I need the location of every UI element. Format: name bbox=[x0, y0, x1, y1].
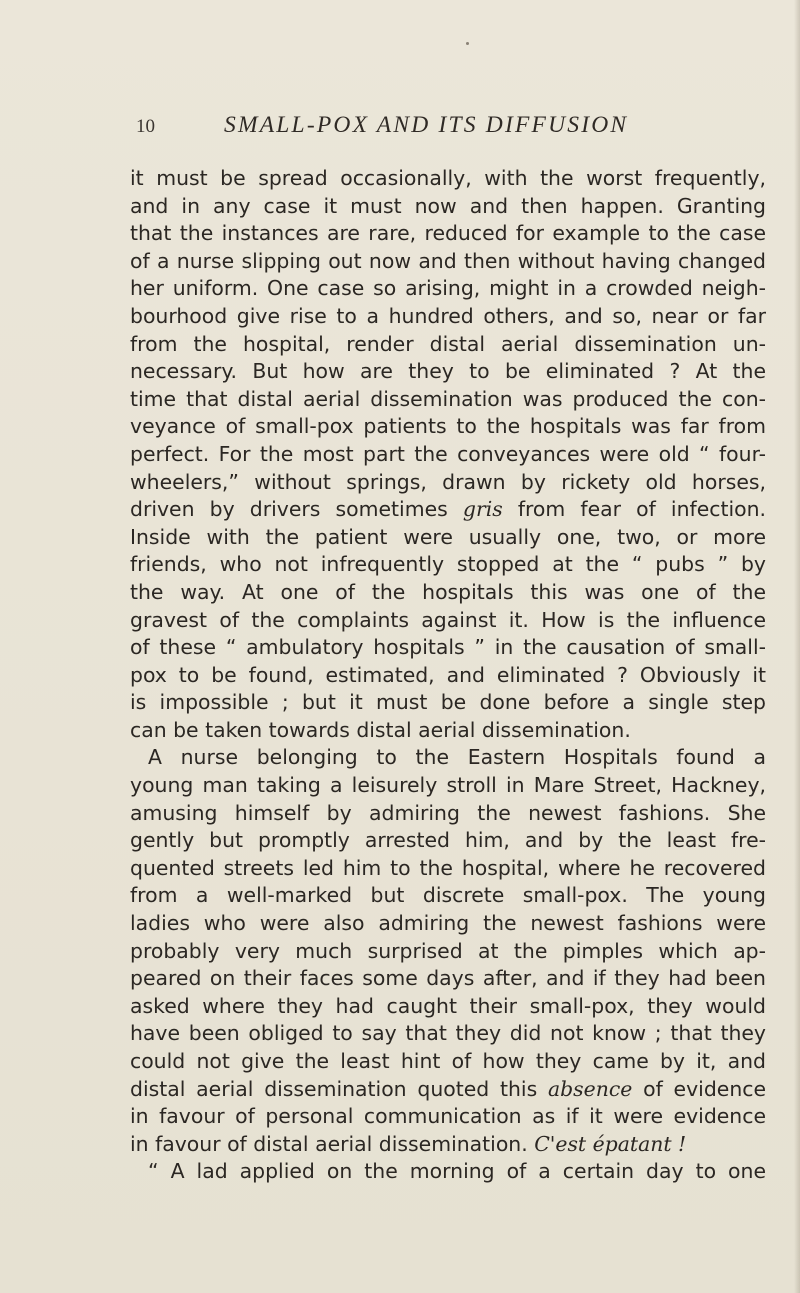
text-line bbox=[130, 579, 766, 607]
text-segment: driven by drivers sometimes bbox=[130, 497, 463, 522]
text-segment: of a nurse slipping out now and then without having changed bbox=[130, 248, 766, 273]
text-line bbox=[130, 993, 766, 1021]
text-segment: bourhood give rise to a hundred others, and so, near or far bbox=[130, 303, 766, 328]
text-line bbox=[130, 386, 766, 414]
text-line bbox=[130, 1131, 766, 1159]
print-speck bbox=[466, 42, 469, 45]
text-segment: it must be spread occasionally, with the worst frequently, bbox=[130, 166, 766, 190]
text-segment: pox to be found, estimated, and eliminated ? Obviously it bbox=[130, 662, 766, 687]
text-segment: “ A lad applied on the morning of a certain day to one bbox=[148, 1159, 766, 1184]
text-segment: of evidence bbox=[632, 1076, 766, 1101]
text-line bbox=[130, 1103, 766, 1131]
text-segment: necessary. But how are they to be eliminated ? At the bbox=[130, 359, 766, 384]
text-segment: have been obliged to say that they did not know ; that they bbox=[130, 1021, 766, 1046]
text-line bbox=[130, 689, 766, 717]
text-line bbox=[130, 303, 766, 331]
italic-term: gris bbox=[462, 497, 503, 522]
italic-term: C'est épatant ! bbox=[534, 1131, 687, 1156]
text-line bbox=[130, 882, 766, 910]
text-segment: asked where they had caught their small-pox, they would bbox=[130, 993, 766, 1018]
text-line bbox=[130, 469, 766, 497]
text-segment: gravest of the complaints against it. How is the influence bbox=[130, 607, 766, 632]
text-line bbox=[130, 165, 766, 193]
text-line bbox=[130, 331, 766, 359]
text-line bbox=[130, 965, 766, 993]
page-header bbox=[136, 112, 746, 152]
text-segment: ladies who were also admiring the newest fashions were bbox=[130, 911, 766, 936]
text-segment: the way. At one of the hospitals this was one of the bbox=[130, 579, 766, 604]
text-segment: her uniform. One case so arising, might in a crowded neigh- bbox=[130, 276, 766, 301]
text-segment: could not give the least hint of how they came by it, and bbox=[130, 1049, 766, 1073]
text-line bbox=[130, 413, 766, 441]
text-line bbox=[130, 607, 766, 635]
text-line bbox=[130, 220, 766, 248]
text-segment: in favour of personal communication as if it were evidence bbox=[130, 1104, 766, 1129]
text-segment: time that distal aerial dissemination was produced the con- bbox=[130, 386, 766, 411]
text-line bbox=[130, 524, 766, 552]
text-line bbox=[130, 717, 766, 745]
text-line bbox=[130, 744, 766, 772]
text-segment: distal aerial dissemination quoted this bbox=[130, 1076, 548, 1101]
text-segment: gently but promptly arrested him, and by the least fre- bbox=[130, 828, 766, 853]
text-line bbox=[130, 358, 766, 386]
text-segment: wheelers,” without springs, drawn by rickety old horses, bbox=[130, 469, 766, 494]
text-segment: from the hospital, render distal aerial dissemination un- bbox=[130, 331, 766, 356]
text-segment: veyance of small-pox patients to the hospitals was far from bbox=[130, 414, 766, 439]
text-line bbox=[130, 496, 766, 524]
text-line bbox=[130, 248, 766, 276]
text-line bbox=[130, 662, 766, 690]
text-segment: from fear of infection. bbox=[502, 497, 766, 522]
text-line bbox=[130, 1048, 766, 1076]
text-segment: amusing himself by admiring the newest fashions. She bbox=[130, 800, 766, 825]
italic-term: absence bbox=[547, 1076, 633, 1101]
text-line bbox=[130, 938, 766, 966]
text-line bbox=[130, 1020, 766, 1048]
page-edge-shadow bbox=[794, 0, 800, 1293]
text-segment: quented streets led him to the hospital, where he recovered bbox=[130, 855, 766, 880]
body-text bbox=[130, 165, 766, 1186]
text-line bbox=[130, 441, 766, 469]
text-segment: from a well-marked but discrete small-pox. The young bbox=[130, 883, 766, 908]
text-segment: in favour of distal aerial dissemination. bbox=[130, 1131, 535, 1156]
text-segment: young man taking a leisurely stroll in Mare Street, Hackney, bbox=[130, 773, 766, 798]
text-segment: friends, who not infrequently stopped at the “ pubs ” by bbox=[130, 552, 766, 577]
text-line bbox=[130, 1158, 766, 1186]
text-segment: perfect. For the most part the conveyances were old “ four- bbox=[130, 441, 766, 466]
text-segment: is impossible ; but it must be done before a single step bbox=[130, 690, 766, 715]
text-segment: Inside with the patient were usually one, two, or more bbox=[130, 524, 766, 549]
text-segment: that the instances are rare, reduced for example to the case bbox=[130, 221, 766, 246]
text-segment: peared on their faces some days after, and if they had been bbox=[130, 966, 766, 991]
text-line bbox=[130, 275, 766, 303]
text-line bbox=[130, 193, 766, 221]
text-line bbox=[130, 1076, 766, 1104]
text-segment: A nurse belonging to the Eastern Hospitals found a bbox=[148, 745, 766, 770]
text-segment: of these “ ambulatory hospitals ” in the causation of small- bbox=[130, 635, 766, 660]
text-line bbox=[130, 800, 766, 828]
text-line bbox=[130, 772, 766, 800]
text-segment: and in any case it must now and then happen. Granting bbox=[130, 193, 766, 218]
text-line bbox=[130, 827, 766, 855]
page-number: 10 bbox=[136, 116, 155, 137]
text-segment: probably very much surprised at the pimples which ap- bbox=[130, 938, 766, 963]
text-line bbox=[130, 634, 766, 662]
running-head: SMALL-POX AND ITS DIFFUSION bbox=[224, 112, 629, 138]
text-line bbox=[130, 855, 766, 883]
text-line bbox=[130, 551, 766, 579]
text-line bbox=[130, 910, 766, 938]
text-segment: can be taken towards distal aerial dissemination. bbox=[130, 717, 631, 742]
